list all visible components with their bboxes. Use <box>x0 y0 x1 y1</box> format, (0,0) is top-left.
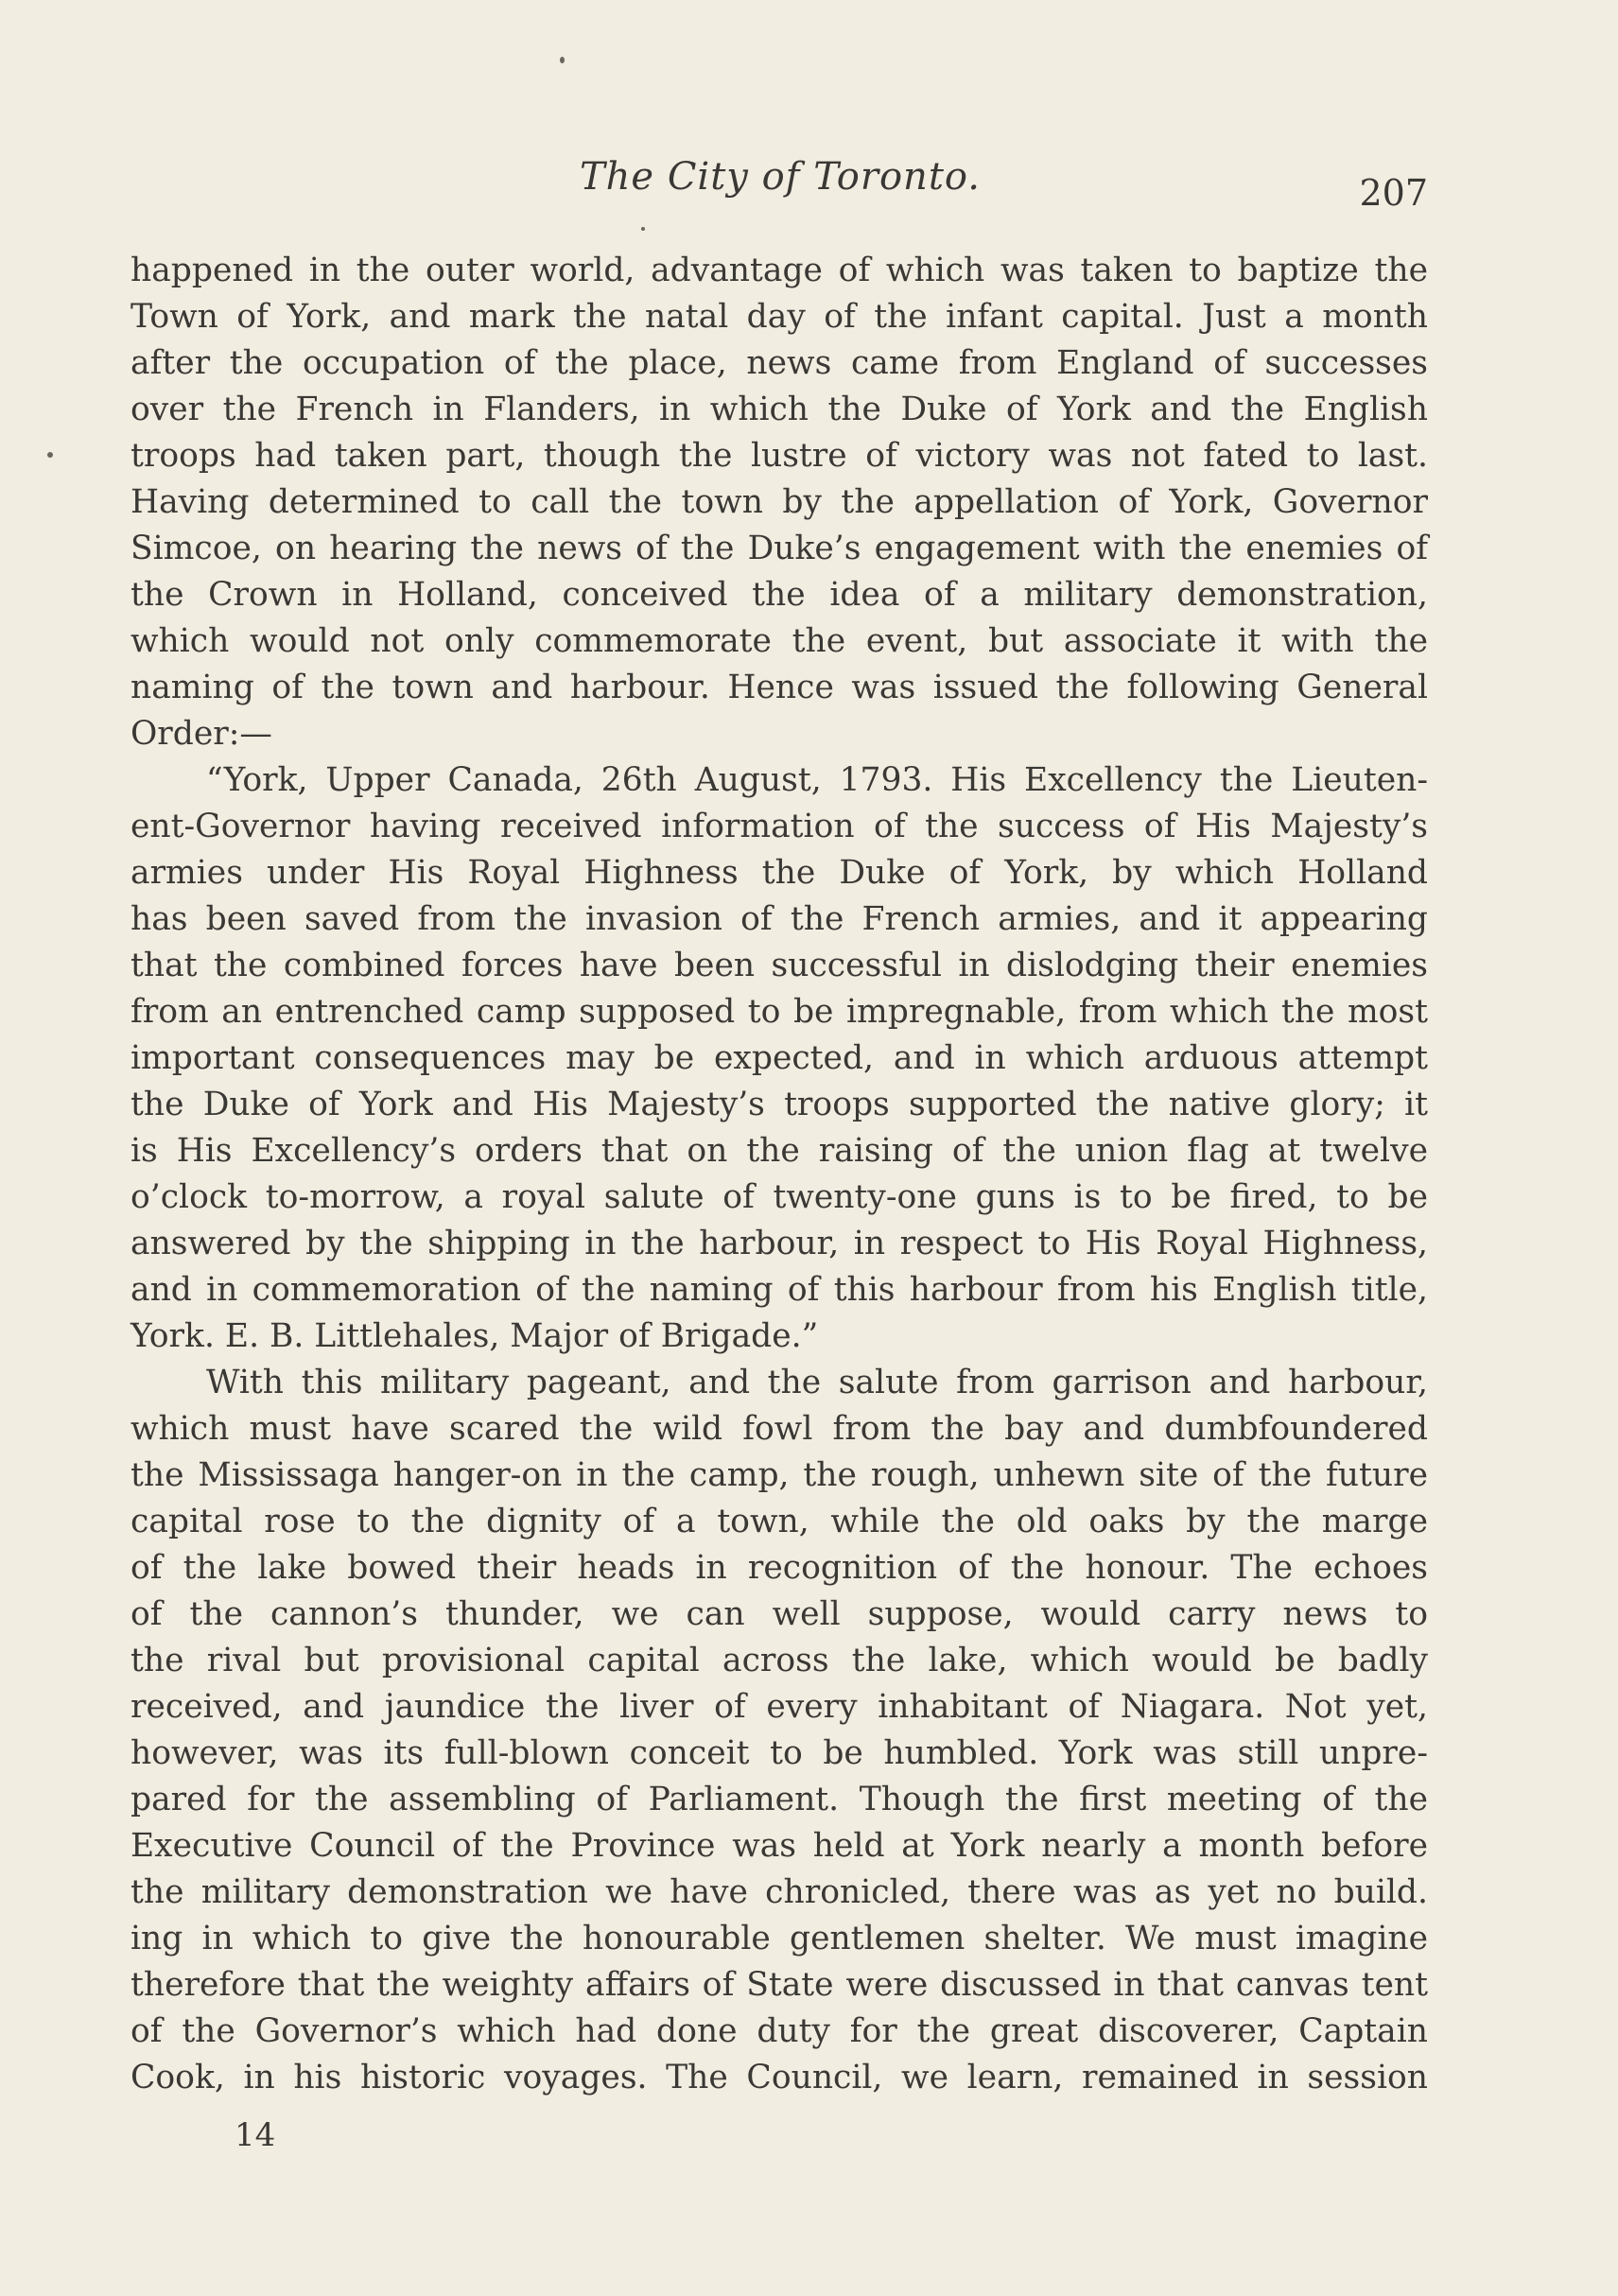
text-line: armies under His Royal Highness the Duke of York, by which Holland <box>130 854 1428 892</box>
text-line: ing in which to give the honourable gentlemen shelter. We must imagine <box>130 1920 1428 1957</box>
text-line: the rival but provisional capital across the lake, which would be badly <box>130 1642 1428 1679</box>
body-text <box>130 248 1428 2101</box>
text-line: important consequences may be expected, and in which arduous attempt <box>130 1039 1428 1077</box>
text-line: Simcoe, on hearing the news of the Duke’s engagement with the enemies of <box>130 530 1428 567</box>
running-head-title: The City of Toronto. <box>579 155 981 199</box>
text-line: of the Governor’s which had done duty for the great discoverer, Captain <box>130 2012 1428 2050</box>
text-line: happened in the outer world, advantage of which was taken to baptize the <box>130 252 1428 289</box>
text-line: received, and jaundice the liver of every inhabitant of Niagara. Not yet, <box>130 1688 1428 1726</box>
text-line: pared for the assembling of Parliament. Though the first meeting of the <box>130 1781 1428 1818</box>
text-line: “York, Upper Canada, 26th August, 1793. His Excellency the Lieuten- <box>206 761 1428 799</box>
page-number: 207 <box>1359 172 1428 214</box>
text-line: however, was its full-blown conceit to be humbled. York was still unpre- <box>130 1734 1428 1772</box>
text-line: which would not only commemorate the event, but associate it with the <box>130 622 1428 660</box>
text-line: Cook, in his historic voyages. The Council, we learn, remained in session <box>130 2059 1428 2096</box>
text-line: Having determined to call the town by the appellation of York, Governor <box>130 483 1428 521</box>
text-line: is His Excellency’s orders that on the raising of the union flag at twelve <box>130 1132 1428 1170</box>
text-line: the Crown in Holland, conceived the idea of a military demonstration, <box>130 576 1428 614</box>
text-line: of the lake bowed their heads in recognition of the honour. The echoes <box>130 1549 1428 1587</box>
text-line: the military demonstration we have chronicled, there was as yet no build. <box>130 1873 1428 1911</box>
text-line: and in commemoration of the naming of this harbour from his English title, <box>130 1271 1428 1309</box>
text-line: the Mississaga hanger-on in the camp, the rough, unhewn site of the future <box>130 1456 1428 1494</box>
signature-mark: 14 <box>235 2116 276 2154</box>
text-line: from an entrenched camp supposed to be impregnable, from which the most <box>130 993 1428 1031</box>
text-line: capital rose to the dignity of a town, while the old oaks by the marge <box>130 1503 1428 1540</box>
text-line: naming of the town and harbour. Hence was issued the following General <box>130 669 1428 706</box>
text-line: York. E. B. Littlehales, Major of Brigade.” <box>130 1317 819 1355</box>
text-line: Town of York, and mark the natal day of the infant capital. Just a month <box>130 298 1428 336</box>
text-line: Executive Council of the Province was held at York nearly a month before <box>130 1827 1428 1865</box>
text-line: the Duke of York and His Majesty’s troops supported the native glory; it <box>130 1086 1428 1123</box>
text-line: after the occupation of the place, news came from England of successes <box>130 344 1428 382</box>
scan-speck <box>560 57 565 63</box>
text-line: answered by the shipping in the harbour, in respect to His Royal Highness, <box>130 1225 1428 1262</box>
text-line: o’clock to-morrow, a royal salute of twenty-one guns is to be fired, to be <box>130 1178 1428 1216</box>
text-line: has been saved from the invasion of the French armies, and it appearing <box>130 900 1428 938</box>
text-line: troops had taken part, though the lustre of victory was not fated to last. <box>130 437 1428 475</box>
text-line: of the cannon’s thunder, we can well suppose, would carry news to <box>130 1595 1428 1633</box>
running-head <box>132 155 1428 212</box>
text-line: Order:— <box>130 715 272 753</box>
text-line: therefore that the weighty affairs of State were discussed in that canvas tent <box>130 1966 1428 2004</box>
scan-speck <box>47 452 53 458</box>
scan-speck <box>641 227 645 231</box>
text-line: which must have scared the wild fowl from the bay and dumbfoundered <box>130 1410 1428 1448</box>
text-line: ent-Governor having received information of the success of His Majesty’s <box>130 808 1428 845</box>
text-line: With this military pageant, and the salute from garrison and harbour, <box>206 1364 1428 1401</box>
text-line: over the French in Flanders, in which the Duke of York and the English <box>130 391 1428 428</box>
text-line: that the combined forces have been successful in dislodging their enemies <box>130 947 1428 984</box>
